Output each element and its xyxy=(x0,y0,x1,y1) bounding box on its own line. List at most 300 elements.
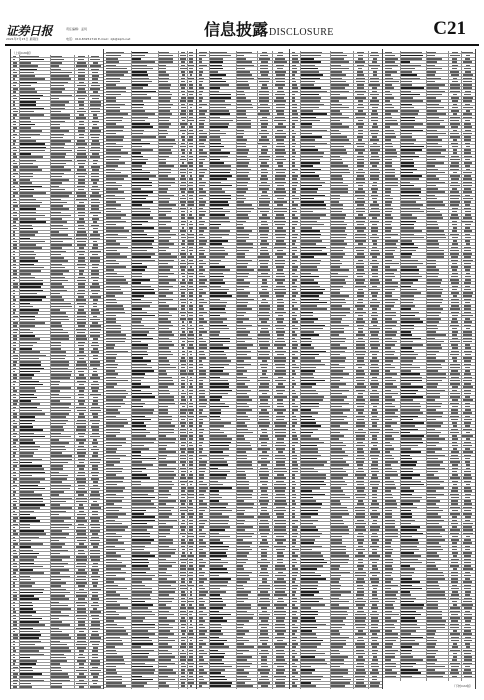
table-cell-text xyxy=(357,159,365,160)
table-cell-text xyxy=(199,357,206,358)
table-cell-text xyxy=(199,503,207,504)
table-cell-text xyxy=(20,494,42,495)
table-cell-text xyxy=(259,94,269,95)
table-cell-text xyxy=(301,585,318,586)
table-cell-text xyxy=(278,52,283,53)
table-cell-text xyxy=(331,672,347,673)
table-cell-text xyxy=(132,399,141,400)
table-cell-text xyxy=(259,500,269,501)
table-cell-text xyxy=(292,666,297,667)
table-cell-text xyxy=(355,312,366,313)
table-cell-text xyxy=(79,108,84,109)
table-cell-text xyxy=(274,208,287,209)
table-cell-text xyxy=(132,458,156,460)
table-cell-text xyxy=(237,373,244,374)
table-cell-text xyxy=(292,282,295,283)
table-cell-text xyxy=(93,368,97,369)
table-cell-text xyxy=(92,579,98,580)
table-cell-text xyxy=(132,676,142,678)
table-cell-text xyxy=(260,65,268,66)
table-cell-text xyxy=(106,598,128,599)
table-cell-text xyxy=(189,474,193,475)
table-cell-text xyxy=(331,68,349,69)
table-cell-text xyxy=(106,555,122,556)
table-cell-text xyxy=(466,146,470,147)
table-cell-text xyxy=(190,253,192,254)
table-cell-text xyxy=(401,91,410,92)
table-cell-text xyxy=(277,555,284,556)
table-cell-text xyxy=(357,598,363,599)
table-cell-text xyxy=(259,217,270,218)
table-cell-text xyxy=(159,377,172,378)
table-cell-text xyxy=(92,533,98,534)
table-cell-text xyxy=(292,334,297,335)
table-cell-text xyxy=(331,247,344,248)
table-cell-text xyxy=(258,669,270,670)
table-cell-text xyxy=(237,87,251,88)
table-cell-text xyxy=(159,276,167,277)
table-cell-text xyxy=(92,192,99,193)
table-cell-text xyxy=(51,205,64,206)
table-cell-text xyxy=(13,361,17,362)
table-cell-text xyxy=(189,481,193,482)
table-cell-text xyxy=(13,530,16,531)
table-cell-text xyxy=(92,374,98,375)
table-cell-text xyxy=(275,351,286,352)
table-cell-text xyxy=(199,139,206,140)
table-cell-text xyxy=(385,55,395,56)
table-cell-text xyxy=(301,490,312,492)
table-cell-text xyxy=(401,94,419,96)
table-cell-text xyxy=(199,412,202,413)
table-cell-text xyxy=(427,74,434,75)
table-cell-text xyxy=(453,113,457,114)
table-cell-text xyxy=(301,250,322,251)
table-cell-text xyxy=(13,215,17,216)
table-cell-text xyxy=(199,341,206,342)
table-cell-text xyxy=(401,165,414,167)
table-cell-text xyxy=(385,172,395,173)
table-cell-text xyxy=(292,123,295,124)
table-cell-text xyxy=(51,530,63,531)
table-cell-text xyxy=(301,620,316,622)
table-cell-text xyxy=(13,117,15,118)
table-cell-text xyxy=(260,497,268,498)
table-cell-text xyxy=(181,497,184,498)
table-cell-text xyxy=(20,368,44,370)
table-cell-text xyxy=(371,419,379,420)
table-cell-text xyxy=(237,448,253,449)
table-cell-text xyxy=(92,423,99,424)
table-cell-text xyxy=(159,549,176,550)
table-cell-text xyxy=(276,240,284,241)
table-cell-text xyxy=(331,529,349,530)
table-cell-text xyxy=(331,546,346,547)
table-cell-text xyxy=(199,325,203,326)
table-cell-text xyxy=(181,672,185,673)
table-cell-text xyxy=(210,130,220,131)
table-cell-text xyxy=(189,360,192,361)
table-cell-text xyxy=(189,565,193,566)
table-cell-text xyxy=(237,198,246,199)
table-cell-text xyxy=(356,435,365,436)
table-cell-text xyxy=(355,386,366,387)
table-cell-text xyxy=(51,660,68,661)
table-cell-text xyxy=(275,341,285,342)
table-cell-text xyxy=(356,438,365,439)
table-cell-text xyxy=(13,410,15,411)
table-cell-text xyxy=(159,175,168,176)
table-cell-text xyxy=(292,663,296,664)
table-cell-text xyxy=(159,198,170,199)
table-cell-text xyxy=(180,338,186,339)
table-cell-text xyxy=(261,172,268,173)
table-cell-text xyxy=(20,127,31,128)
table-cell-text xyxy=(106,451,117,452)
table-cell-text xyxy=(132,334,147,336)
table-cell-text xyxy=(106,78,120,79)
table-cell-text xyxy=(106,607,128,608)
table-cell-text xyxy=(372,390,376,391)
table-cell-text xyxy=(292,321,298,322)
table-cell-text xyxy=(132,656,148,657)
masthead xyxy=(0,0,484,46)
table-cell-text xyxy=(180,607,186,608)
table-cell-text xyxy=(51,423,66,424)
table-cell-text xyxy=(331,442,342,443)
table-cell-text xyxy=(181,364,186,365)
table-cell-text xyxy=(261,74,268,75)
table-cell-text xyxy=(373,406,377,407)
table-cell-text xyxy=(188,234,193,235)
table-cell-text xyxy=(20,660,37,661)
table-cell-text xyxy=(20,572,43,573)
table-cell-text xyxy=(331,591,350,592)
table-cell-text xyxy=(20,537,39,538)
table-cell-text xyxy=(159,594,169,595)
table-cell-text xyxy=(181,676,185,677)
table-cell-text xyxy=(159,474,176,475)
table-cell-text xyxy=(292,315,297,316)
table-cell-text xyxy=(237,533,254,534)
table-cell-text xyxy=(385,81,399,82)
table-cell-text xyxy=(106,91,126,92)
table-cell-text xyxy=(199,559,203,560)
table-cell-text xyxy=(199,315,203,316)
table-cell-text xyxy=(90,394,101,395)
table-cell-text xyxy=(159,640,175,641)
table-cell-text xyxy=(20,364,41,366)
table-cell-text xyxy=(132,435,146,436)
table-cell-text xyxy=(237,585,244,586)
table-cell-text xyxy=(20,585,32,586)
table-cell-text xyxy=(277,162,283,163)
table-cell-text xyxy=(237,123,251,124)
table-cell-text xyxy=(301,312,313,314)
table-cell-text xyxy=(301,230,320,232)
table-cell-text xyxy=(292,328,298,329)
table-cell-text xyxy=(371,68,378,69)
table-cell-text xyxy=(51,501,66,502)
table-cell-text xyxy=(331,175,342,176)
table-cell-text xyxy=(370,338,379,339)
table-cell-text xyxy=(51,59,65,60)
table-cell-text xyxy=(51,514,60,515)
table-cell-text xyxy=(292,55,298,56)
table-cell-text xyxy=(189,308,193,309)
table-cell-text xyxy=(13,225,16,226)
table-cell-text xyxy=(301,386,312,387)
table-cell-text xyxy=(301,604,325,605)
table-cell-text xyxy=(262,370,267,371)
table-cell-text xyxy=(132,84,149,86)
table-cell-text xyxy=(277,55,283,56)
table-cell-text xyxy=(262,289,267,290)
table-cell-text xyxy=(199,224,204,225)
table-cell-text xyxy=(91,273,98,274)
table-cell-text xyxy=(51,238,73,239)
table-cell-text xyxy=(356,650,364,651)
table-cell-text xyxy=(370,507,379,508)
table-cell-text xyxy=(159,325,173,326)
table-cell-text xyxy=(106,617,127,618)
table-cell-text xyxy=(181,393,186,394)
table-cell-text xyxy=(159,448,166,449)
table-cell-text xyxy=(385,58,398,59)
table-cell-text xyxy=(90,553,101,554)
table-cell-text xyxy=(181,302,186,303)
table-cell-text xyxy=(370,302,380,303)
table-cell-text xyxy=(292,607,298,608)
table-cell-text xyxy=(292,559,297,560)
table-cell-text xyxy=(372,510,377,511)
table-cell-text xyxy=(13,683,18,684)
table-cell-text xyxy=(51,290,67,291)
table-cell-text xyxy=(292,539,296,540)
table-cell-text xyxy=(427,87,439,88)
table-cell-text xyxy=(301,568,317,570)
table-cell-text xyxy=(199,126,204,127)
continuation-note-top: （上接C20版） xyxy=(12,51,33,55)
table-cell-text xyxy=(385,123,398,124)
table-cell-text xyxy=(237,451,246,452)
table-cell-text xyxy=(210,165,231,166)
table-cell-text xyxy=(292,585,298,586)
table-cell-text xyxy=(189,227,193,228)
table-cell-text xyxy=(210,685,231,687)
table-cell-text xyxy=(292,110,297,111)
table-cell-text xyxy=(262,393,267,394)
table-cell-text xyxy=(301,273,311,274)
table-cell-text xyxy=(189,581,192,582)
table-cell-text xyxy=(159,234,176,235)
table-cell-text xyxy=(13,345,16,346)
table-cell-text xyxy=(13,121,17,122)
table-cell-text xyxy=(199,682,207,683)
table-cell-text xyxy=(301,429,318,430)
table-cell-text xyxy=(132,588,152,589)
table-cell-text xyxy=(199,526,205,527)
table-cell-text xyxy=(331,74,345,75)
table-cell-text xyxy=(199,529,202,530)
table-cell-text xyxy=(13,465,17,466)
table-cell-text xyxy=(331,539,342,540)
table-cell-text xyxy=(159,585,171,586)
table-cell-text xyxy=(292,104,297,105)
table-cell-text xyxy=(450,136,460,137)
table-cell-text xyxy=(91,576,100,577)
table-cell-text xyxy=(356,581,365,582)
table-cell-text xyxy=(210,607,223,609)
table-cell-text xyxy=(210,429,220,430)
table-cell-text xyxy=(199,399,207,400)
table-cell-text xyxy=(180,113,186,114)
table-cell-text xyxy=(78,286,85,287)
table-cell-text xyxy=(132,55,146,56)
table-cell-text xyxy=(210,630,221,632)
table-cell-text xyxy=(372,575,378,576)
table-cell-text xyxy=(106,588,127,589)
table-cell-text xyxy=(331,341,345,342)
table-cell-text xyxy=(277,516,284,517)
table-cell-text xyxy=(13,537,15,538)
table-cell-text xyxy=(356,513,365,514)
table-cell-text xyxy=(181,669,184,670)
table-cell-text xyxy=(465,58,470,59)
table-cell-text xyxy=(358,110,364,111)
table-cell-text xyxy=(385,139,391,140)
table-cell-text xyxy=(261,175,268,176)
table-cell-text xyxy=(278,572,283,573)
table-cell-text xyxy=(210,110,229,111)
table-cell-text xyxy=(91,472,99,473)
table-cell-text xyxy=(210,555,227,557)
table-cell-text xyxy=(92,78,98,79)
table-cell-text xyxy=(13,234,15,235)
table-cell-text xyxy=(20,299,42,301)
table-cell-text xyxy=(159,117,170,118)
table-cell-text xyxy=(427,165,435,166)
table-cell-text xyxy=(132,104,144,106)
table-cell-text xyxy=(132,126,153,128)
table-cell-text xyxy=(92,667,98,668)
table-cell-text xyxy=(159,224,166,225)
table-cell-text xyxy=(237,383,246,384)
table-cell-text xyxy=(259,156,270,157)
table-cell-text xyxy=(301,422,316,424)
table-cell-text xyxy=(13,348,16,349)
table-cell-text xyxy=(372,552,377,553)
table-cell-text xyxy=(159,399,174,400)
table-cell-text xyxy=(159,669,173,670)
table-cell-text xyxy=(13,280,15,281)
table-cell-text xyxy=(301,84,314,85)
table-cell-text xyxy=(20,429,43,431)
table-cell-text xyxy=(274,663,287,664)
table-cell-text xyxy=(78,182,85,183)
table-cell-text xyxy=(132,624,156,626)
table-cell-text xyxy=(159,598,174,599)
table-cell-text xyxy=(20,569,33,571)
table-cell-text xyxy=(51,277,66,278)
table-cell-text xyxy=(180,481,187,482)
table-cell-text xyxy=(237,230,252,231)
table-cell-text xyxy=(181,126,185,127)
table-cell-text xyxy=(357,65,363,66)
table-cell-text xyxy=(181,562,186,563)
table-cell-text xyxy=(275,445,286,446)
table-cell-text xyxy=(13,72,17,73)
table-cell-text xyxy=(199,672,208,673)
table-cell-text xyxy=(13,608,15,609)
table-cell-text xyxy=(190,211,193,212)
table-cell-text xyxy=(78,488,85,489)
table-cell-text xyxy=(132,204,142,206)
table-cell-text xyxy=(301,295,319,297)
table-cell-text xyxy=(355,201,365,202)
table-cell-text xyxy=(274,422,287,423)
table-cell-text xyxy=(13,303,15,304)
table-cell-text xyxy=(199,237,205,238)
table-cell-text xyxy=(292,575,297,576)
table-cell-text xyxy=(182,552,185,553)
table-cell-text xyxy=(199,217,202,218)
table-cell-text xyxy=(357,383,364,384)
table-cell-text xyxy=(159,620,175,621)
table-cell-text xyxy=(385,104,392,105)
table-cell-text xyxy=(76,238,86,239)
table-cell-text xyxy=(278,123,283,124)
table-cell-text xyxy=(210,591,226,592)
table-cell-text xyxy=(357,295,364,296)
table-cell-text xyxy=(77,641,86,642)
table-cell-text xyxy=(181,640,185,641)
table-cell-text xyxy=(301,562,327,564)
table-cell-text xyxy=(237,562,246,563)
table-cell-text xyxy=(237,65,254,66)
table-cell-text xyxy=(357,162,364,163)
table-cell-text xyxy=(261,490,266,491)
table-cell-text xyxy=(260,435,268,436)
table-cell-text xyxy=(189,578,193,579)
table-cell-text xyxy=(106,347,114,348)
table-cell-text xyxy=(237,276,249,277)
table-cell-text xyxy=(301,52,321,53)
table-cell-text xyxy=(189,165,193,166)
table-cell-text xyxy=(301,380,325,382)
table-cell-text xyxy=(92,654,98,655)
table-cell-text xyxy=(210,425,224,426)
table-cell-text xyxy=(51,199,61,200)
table-cell-text xyxy=(51,104,65,105)
table-cell-text xyxy=(180,507,186,508)
table-cell-text xyxy=(385,87,394,88)
table-cell-text xyxy=(20,98,40,100)
table-cell-text xyxy=(79,121,84,122)
table-cell-text xyxy=(427,78,441,79)
table-cell-text xyxy=(189,393,193,394)
table-cell-text xyxy=(159,143,176,144)
table-cell-text xyxy=(258,78,269,79)
table-cell-text xyxy=(181,637,186,638)
table-cell-text xyxy=(331,71,341,72)
table-cell-text xyxy=(13,85,16,86)
table-cell-text xyxy=(20,95,42,97)
table-cell-text xyxy=(51,88,66,89)
table-cell-text xyxy=(331,234,347,235)
table-cell-text xyxy=(210,198,231,200)
table-cell-text xyxy=(261,650,268,651)
